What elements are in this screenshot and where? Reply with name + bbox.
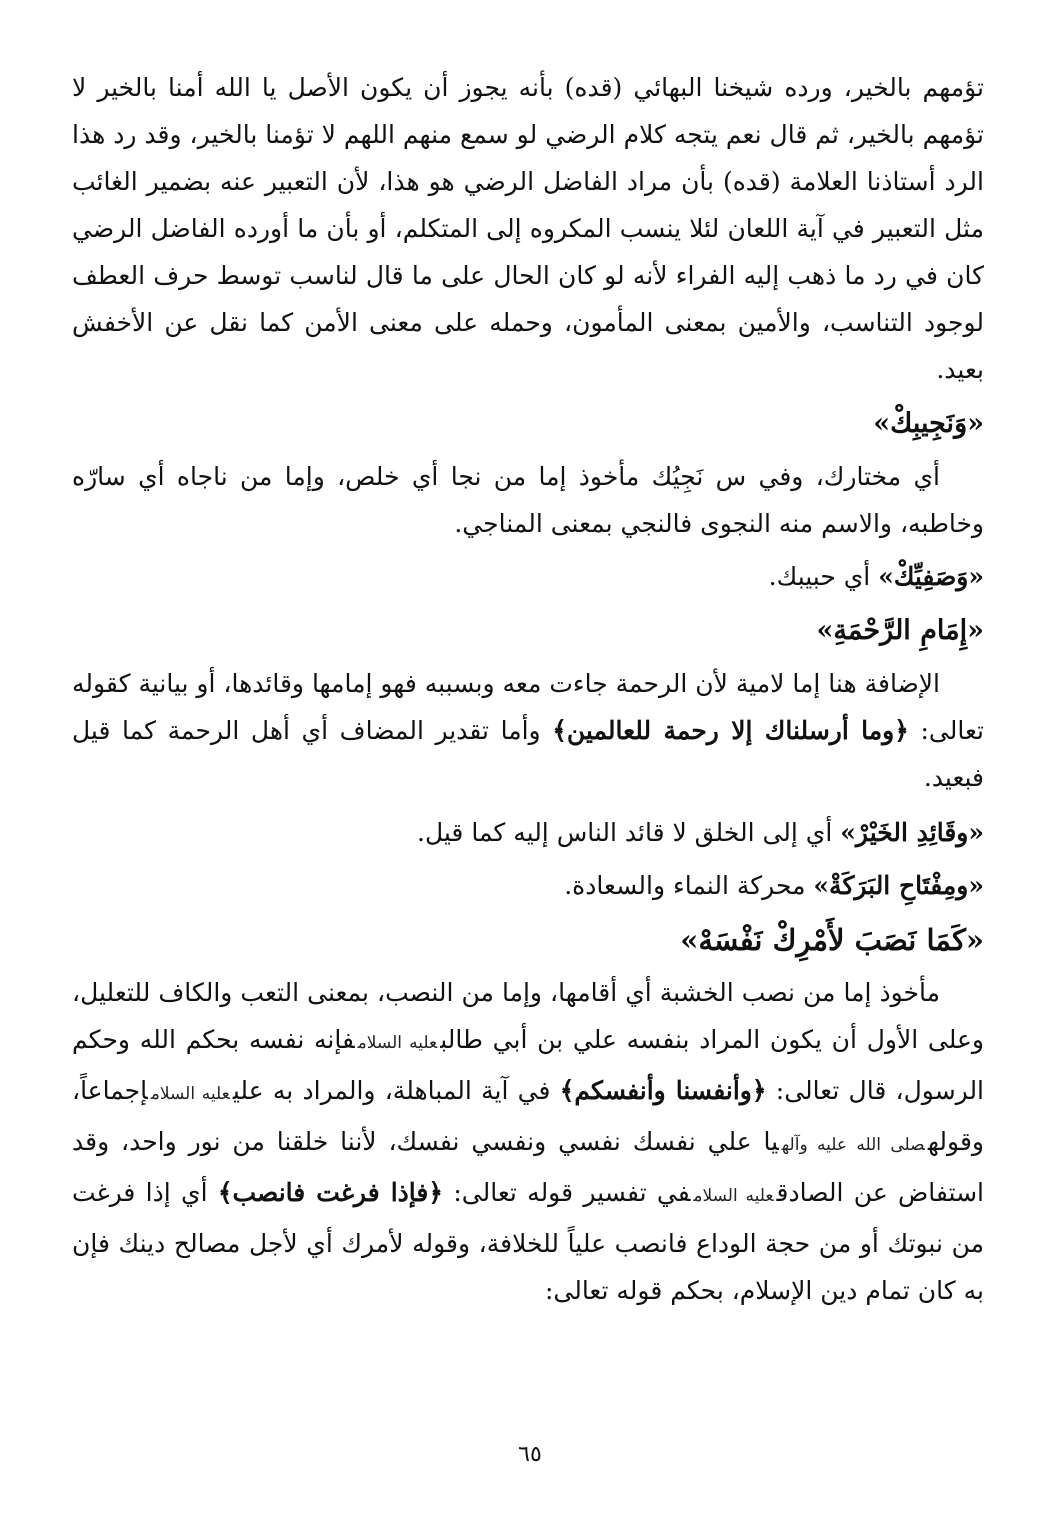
heading-imam: «إِمَامِ الرَّحْمَةِ» [816,615,984,646]
paragraph-imam-text-2: وأما تقدير المضاف أي أهل الرحمة كما قيل فبعيد. [72,716,984,792]
honorific-1: عليه السلام [357,1033,438,1053]
paragraph-imam-text-1: الإضافة هنا إما لامية لأن الرحمة جاءت معه وبسببه فهو إمامها وقائدها، أو بيانية كقوله تعالى: [72,669,984,745]
heading-miftah: «ومِفْتَاحِ البَرَكَةْ» [813,871,984,900]
paragraph-kama-text-6: في تفسير قوله تعالى: [443,1178,691,1207]
heading-qaid: «وقَائِدِ الخَيْرْ» [840,818,984,847]
quran-quote-faragh: ﴿فإذا فرغت فانصب﴾ [217,1178,444,1207]
line-safi [72,553,984,600]
honorific-4: عليه السلام [693,1186,774,1206]
line-qaid [72,809,984,856]
paragraph-najib: أي مختارك، وفي س نَجِيُك مأخوذ إما من نجا أي خلص، وإما من ناجاه أي سارّه وخاطبه، والاسم منه النجوى فالنجي بمعنى المناجي. [72,462,984,538]
quran-quote-rahma: ﴿وما أرسلناك إلا رحمة للعالمين﴾ [552,716,909,745]
line-qaid-text: أي إلى الخلق لا قائد الناس إليه كما قيل. [417,818,841,847]
paragraph-kama-text-7: أي إذا فرغت من نبوتك أو من حجة الوداع فانصب علياً للخلافة، وقوله لأمرك أي لأجل مصالح دينك فإن به كان تمام دين الإسلام، بحكم قوله تعالى: [72,1178,984,1305]
quran-quote-anfusana: ﴿وأنفسنا وأنفسكم﴾ [559,1076,767,1105]
page-number: ٦٥ [518,1442,542,1467]
paragraph-kama [72,969,984,1314]
paragraph-kama-text-3: في آية المباهلة، والمراد به علي [232,1076,560,1105]
paragraph-kama-text-2: فإنه نفسه بحكم الله وحكم الرسول، قال تعالى: [72,1025,985,1105]
document-page [72,64,984,1314]
heading-najib: «وَنَجِيبِكْ» [873,408,984,439]
line-miftah-text: محركة النماء والسعادة. [564,871,814,900]
paragraph-kama-text-5: يا علي نفسك نفسي ونفسي نفسك، لأننا خلقنا من نور واحد، وقد استفاض عن الصادق [72,1127,984,1207]
line-miftah [72,862,984,909]
paragraph-kama-text-4: إجماعاً، وقوله [72,1076,984,1156]
honorific-2: عليه السلام [150,1084,230,1104]
heading-kama: «كَمَا نَصَبَ لأَمْرِكْ نَفْسَهْ» [680,923,984,957]
paragraph-kama-text-1: مأخوذ إما من نصب الخشبة أي أقامها، وإما من النصب، بمعنى التعب والكاف للتعليل، وعلى الأول أن يكون المراد بنفسه علي بن أبي طالب [72,978,984,1054]
line-safi-text: أي حبيبك. [768,562,879,591]
heading-safi: «وَصَفِيِّكْ» [878,562,984,591]
honorific-3: صلى الله عليه وآله [781,1135,925,1155]
paragraph-imam [72,660,984,801]
paragraph-intro: تؤمهم بالخير، ورده شيخنا البهائي (قده) بأنه يجوز أن يكون الأصل يا الله أمنا بالخير لا تؤمهم بالخير، ثم قال نعم يتجه كلام الرضي لو سمع منهم اللهم لا تؤمنا بالخير، وقد رد هذا الرد أستاذنا العلامة (قده) بأن مراد الفاضل الرضي هو هذا، لأن التعبير عنه بضمير الغائب مثل التعبير في آية اللعان لئلا ينسب المكروه إلى المتكلم، أو بأن ما أورده الفاضل الرضي كان في رد ما ذهب إليه الفراء لأنه لو كان الحال على ما قال لناسب توسط حرف العطف لوجود التناسب، والأمين بمعنى المأمون، وحمله على معنى الأمن كما نقل عن الأخفش بعيد. [72,73,984,384]
